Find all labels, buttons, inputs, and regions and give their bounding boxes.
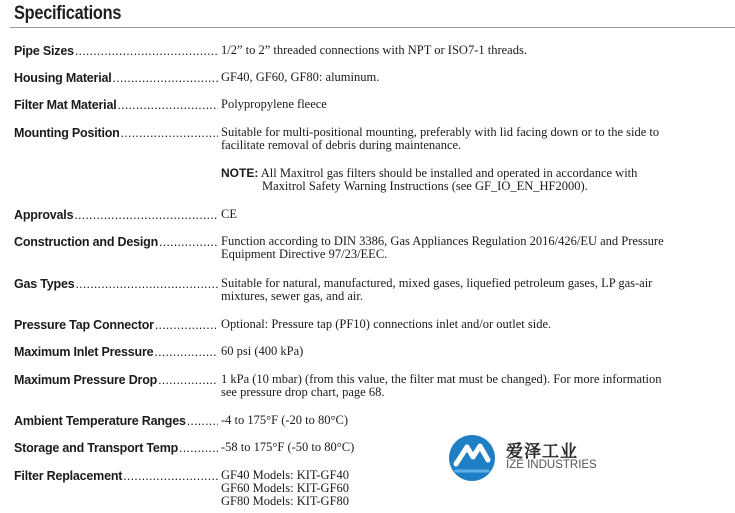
- spec-value: Suitable for natural, manufactured, mixed gases, liquefied petroleum gases, LP gas-air mixtures, sewer gas, and air.: [221, 276, 653, 303]
- title-divider: [10, 27, 735, 28]
- spec-label: Pipe Sizes .....: [14, 43, 218, 59]
- spec-label: Pressure Tap Connector .....: [14, 317, 218, 333]
- spec-value: Polypropylene fleece: [221, 97, 327, 111]
- spec-label: Ambient Temperature Ranges .....: [14, 413, 218, 429]
- spec-label: Filter Replacement .....: [14, 468, 218, 484]
- spec-label: Construction and Design .....: [14, 234, 218, 250]
- spec-value: GF40 Models: KIT-GF40 GF60 Models: KIT-GF60 GF80 Models: KIT-GF80: [221, 468, 350, 508]
- spec-label: Filter Mat Material .....: [14, 97, 218, 113]
- spec-label: Gas Types .....: [14, 276, 218, 292]
- spec-value: -4 to 175°F (-20 to 80°C): [221, 413, 349, 427]
- spec-value: -58 to 175°F (-50 to 80°C): [221, 440, 355, 454]
- spec-value: Optional: Pressure tap (PF10) connections inlet and/or outlet side.: [221, 317, 552, 331]
- note-text: NOTE: All Maxitrol gas filters should be installed and operated in accordance with Maxitrol Safety Warning Instructions (see GF_IO_EN_HF2000).: [221, 166, 638, 193]
- spec-value: Suitable for multi-positional mounting, preferably with lid facing down or to the side to facilitate removal of debris during maintenance.: [221, 125, 660, 152]
- spec-value: CE: [221, 207, 237, 221]
- spec-value: 1 kPa (10 mbar) (from this value, the filter mat must be changed). For more information see pressure drop chart, page 68.: [221, 372, 662, 399]
- brand-name-cn: 爱泽工业: [506, 442, 578, 462]
- spec-label: Mounting Position .....: [14, 125, 218, 141]
- brand-name-en: IZE INDUSTRIES: [506, 459, 597, 471]
- ize-logo-icon: [447, 433, 497, 483]
- spec-value: 60 psi (400 kPa): [221, 344, 304, 358]
- spec-label: Maximum Inlet Pressure .....: [14, 344, 218, 360]
- spec-value: GF40, GF60, GF80: aluminum.: [221, 70, 380, 84]
- spec-value: 1/2” to 2” threaded connections with NPT or ISO7-1 threads.: [221, 43, 527, 57]
- spec-label: Storage and Transport Temp .....: [14, 440, 218, 456]
- spec-label: Maximum Pressure Drop .....: [14, 372, 218, 388]
- spec-value: Function according to DIN 3386, Gas Appliances Regulation 2016/426/EU and Pressure Equipment Directive 97/23/EEC.: [221, 234, 664, 261]
- note-label: NOTE:: [221, 166, 259, 180]
- page-title: Specifications: [14, 3, 122, 24]
- spec-label: Housing Material .....: [14, 70, 218, 86]
- spec-label: Approvals .....: [14, 207, 218, 223]
